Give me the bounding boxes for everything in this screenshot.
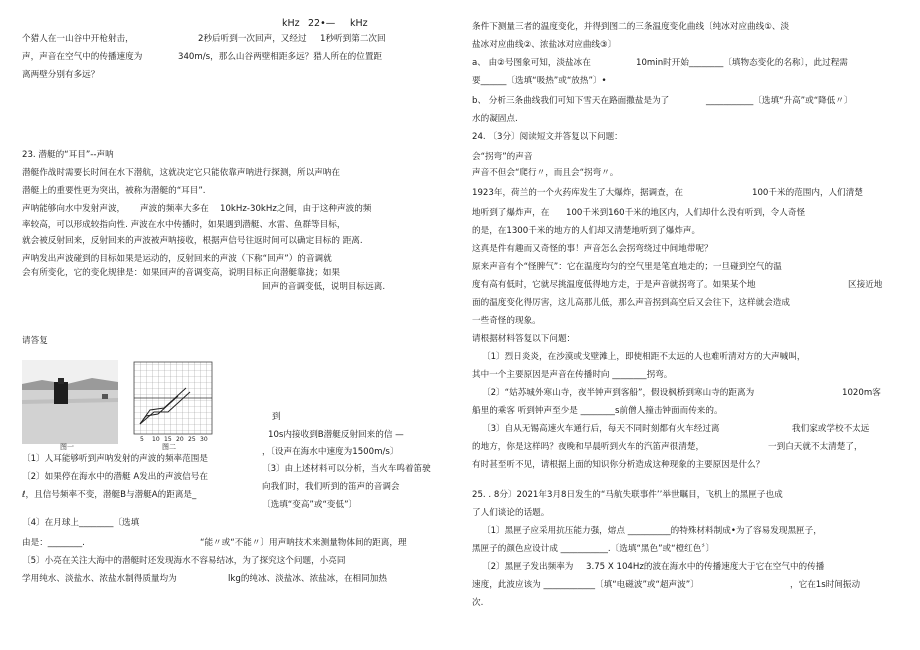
q24-p8: 面的温度变化得厉害，这儿高那儿低，那么声音拐到高空后又会往下，这样就会造成: [472, 298, 790, 308]
q1-prompt: 〔1〕人耳能够听到声呐发射的声波的频率范围是: [22, 454, 208, 464]
r-b-2: 水的凝固点.: [472, 114, 518, 124]
q24-p2b: 100千米的范围内，人们清楚: [752, 188, 863, 198]
q25-r4b: ，它在1s时间振动: [790, 580, 861, 590]
figure-2-caption: 图二: [162, 443, 176, 451]
r-cont-2: 盐冰对应曲线②、浓盐冰对应曲线③〕: [472, 40, 617, 50]
q22-line1c: 1秒听到第二次回: [320, 34, 386, 44]
figure-1-caption: 图一: [60, 443, 74, 451]
q22-line2b: 340m/s，那么山谷两壁相距多远？猎人所在的位置距: [178, 52, 383, 62]
fig-side-f: 〔选填“变高”或“变低”〕: [262, 500, 358, 510]
q23-line8: 回声的音调变低，说明目标远离.: [262, 282, 386, 292]
q23-line4: 率较高，可以形成较指向性. 声波在水中传播时，如果遇到潜艇、水雷、鱼群等目标，: [22, 220, 346, 230]
graph-tick-30: 30: [200, 436, 208, 443]
q25-r5: 次.: [472, 598, 484, 608]
q24-p3b: 100千米到160千米的地区内，人们却什么没有听到，令人奇怪: [566, 208, 806, 218]
q24-p7b: 区接近地: [848, 280, 883, 290]
q24-p2a: 1923年，荷兰的一个火药库发生了大爆炸，据调查，在: [472, 188, 683, 198]
q25-r1: 〔1〕黑匣子应采用抗压能力强，熔点 __________的特殊材料制成•为了容易发现黑匣子，: [482, 526, 822, 536]
q23-title: 23. 潜艇的“耳目”--声呐: [22, 150, 114, 160]
figure-1-photo: [22, 360, 118, 444]
q24-p5: 这真是件有趣而又奇怪的事！声音怎么会拐弯绕过中间地带呢？: [472, 244, 713, 254]
q25-r3b: 3.75 X 104Hz的波在海水中的传播速度大于它在空气中的传播: [586, 562, 825, 572]
graph-tick-5: 5: [140, 436, 144, 443]
q24-s3a: 〔3〕自从无锡高速火车通行后，每天不同时刻都有火车经过离: [482, 424, 720, 434]
q22-line1a: 个猎人在一山谷中开枪射击，: [22, 34, 134, 44]
q24-p9: 一些奇怪的现象。: [472, 316, 541, 326]
q24-p6: 原来声音有个“怪脾气”：它在温度均匀的空气里是笔直地走的；一旦碰到空气的温: [472, 262, 782, 272]
q23-line2: 潜艇上的重要性更为突出，被称为潜艇的“耳目”.: [22, 186, 206, 196]
graph-tick-15: 15: [164, 436, 172, 443]
r-cont-1: 条件下测量三者的温度变化，并得到图二的三条温度变化曲线〔纯冰对应曲线①、淡: [472, 22, 790, 32]
q4-prompt-b: 由是：________.: [22, 538, 85, 548]
q24-s2c: 船里的乘客 听到钟声至少是 ________s前僧人撞击钟面而传来的。: [472, 406, 723, 416]
q24-s3b: 我们家或学校不太远: [792, 424, 870, 434]
q23-line6: 声呐发出声波碰到的目标如果是运动的，反射回来的声波（下称“回声”）的音调就: [22, 254, 332, 264]
header-unit-2: kHz: [350, 18, 368, 29]
q24-title: 24. 〔3分〕阅读短文并答复以下问题：: [472, 132, 623, 142]
q4-prompt-a: 〔4〕在月球上________〔选填: [22, 518, 140, 528]
q22-line1b: 2秒后听到一次回声，又经过: [198, 34, 307, 44]
q25-title: 25. . 8分〕2021年3月8日发生的“马航失联事件’’举世瞩目，飞机上的黑匣子也成: [472, 490, 783, 500]
header-unit-1: kHz: [282, 18, 300, 29]
q23-line1: 潜艇作战时需要长时间在水下潜航，这就决定它只能依靠声呐进行探测，所以声呐在: [22, 168, 340, 178]
fig-side-a: 到: [272, 412, 281, 422]
fig-side-b: 10s内接收到B潜艇反射回来的信 —: [268, 430, 404, 440]
q4-prompt-c: “能〃或“不能〃〕用声呐技术来测量物体间的距离，理: [200, 538, 407, 548]
q23-line3c: 10kHz-30kHz之间，由于这种声波的频: [220, 204, 372, 214]
q25-r2: 黑匣子的颜色应设计成 ___________.〔选填“黑色”或“橙红色〞〕: [472, 544, 715, 554]
q24-p7a: 度有高有低时，它就尽挑温度低得地方走，于是声音就拐弯了。如果某个地: [472, 280, 756, 290]
graph-tick-10: 10: [152, 436, 160, 443]
q24-s1b: 其中一个主要原因是声音在传播时向 ________拐弯。: [472, 370, 673, 380]
header-range: 22•—: [308, 18, 336, 29]
figure-2-graph: [128, 358, 214, 446]
q24-s2b: 1020m客: [842, 388, 881, 398]
q2-prompt-a: 〔2〕如果停在海水中的潜艇 A发出的声波信号在: [22, 472, 208, 482]
q23-line5: 就会被反射回来，反射回来的声波被声呐接收，根据声信号往返时间可以确定目标的 距离.: [22, 236, 363, 246]
q23-line7: 会有所变化，它的变化规律是：如果回声的音调变高，说明目标正向潜艇靠拢；如果: [22, 268, 340, 278]
q24-p10: 请根据材料答复以下问题：: [472, 334, 576, 344]
q22-line2a: 声，声音在空气中的传播速度为: [22, 52, 143, 62]
fig-side-c: ，〔设声在海水中速度为1500m/s〕: [262, 447, 399, 457]
q24-p1: 声音不但会“爬行〃，而且会“拐弯〃。: [472, 168, 619, 178]
r-a-1b: 10min时开始________〔填物态变化的名称〕，此过程需: [636, 58, 848, 68]
q5-line2b: lkg的纯冰、淡盐冰、浓盐冰，在相同加热: [228, 574, 387, 584]
fig-side-e: 向我们时，我们听到的笛声的音调会: [262, 482, 400, 492]
fig-side-d: 〔3〕由上述材料可以分析，当火车鸣着笛驶: [262, 464, 431, 474]
q24-p4: 的是，在1300千米的地方的人们却又清楚地听到了爆炸声。: [472, 226, 701, 236]
q24-heading: 会“拐弯”的声音: [472, 152, 533, 162]
q24-s1: 〔1〕烈日炎炎，在沙漠或戈壁滩上，即使相距不太远的人也难听清对方的大声喊叫，: [482, 352, 806, 362]
q22-line3: 离两壁分别有多远？: [22, 70, 100, 80]
q24-p3a: 地听到了爆炸声，在: [472, 208, 550, 218]
q2-prompt-b: ℓ，且信号频率不变，潜艇B与潜艇A的距离是_: [22, 490, 197, 500]
q25-r4a: 速度，此波应该为 ____________〔填“电磁波”或“超声波”〕: [472, 580, 699, 590]
r-a-2: 要______〔选填“吸热”或“放热”〕•: [472, 76, 607, 86]
q24-s3d: 一到白天就不太清楚了，: [768, 442, 863, 452]
r-b-1b: ___________〔选填“升高”或“降低〃〕: [706, 96, 853, 106]
r-a-1a: a、 由②号图象可知，淡盐冰在: [472, 58, 591, 68]
q23-line3a: 声呐能够向水中发射声波，: [22, 204, 126, 214]
q5-line1: 〔5〕小亮在关注大海中的潜艇时还发现海水不容易结冰，为了探究这个问题，小亮同: [22, 556, 346, 566]
q25-r3a: 〔2〕黑匣子发出频率为: [482, 562, 574, 572]
q24-s2a: 〔2〕“姑苏城外寒山寺，夜半钟声到客船”，假设枫桥到寒山寺的距离为: [482, 388, 755, 398]
q23-line3b: 声波的频率大多在: [140, 204, 209, 214]
q25-title-2: 了人们谈论的话题。: [472, 508, 550, 518]
q5-line2a: 学用纯水、淡盐水、浓盐水制得质量均为: [22, 574, 177, 584]
r-b-1a: b、 分析三条曲线我们可知下雪天在路面撒盐是为了: [472, 96, 670, 106]
q24-s3c: 的地方，你是这样吗？夜晚和早晨听到火车的汽笛声很清楚，: [472, 442, 705, 452]
graph-tick-20: 20: [176, 436, 184, 443]
graph-tick-25: 25: [188, 436, 196, 443]
q24-s3e: 有时甚至听不见，请根据上面的知识你分析造成这种现象的主要原因是什么？: [472, 460, 765, 470]
answer-label: 请答复: [22, 336, 48, 346]
